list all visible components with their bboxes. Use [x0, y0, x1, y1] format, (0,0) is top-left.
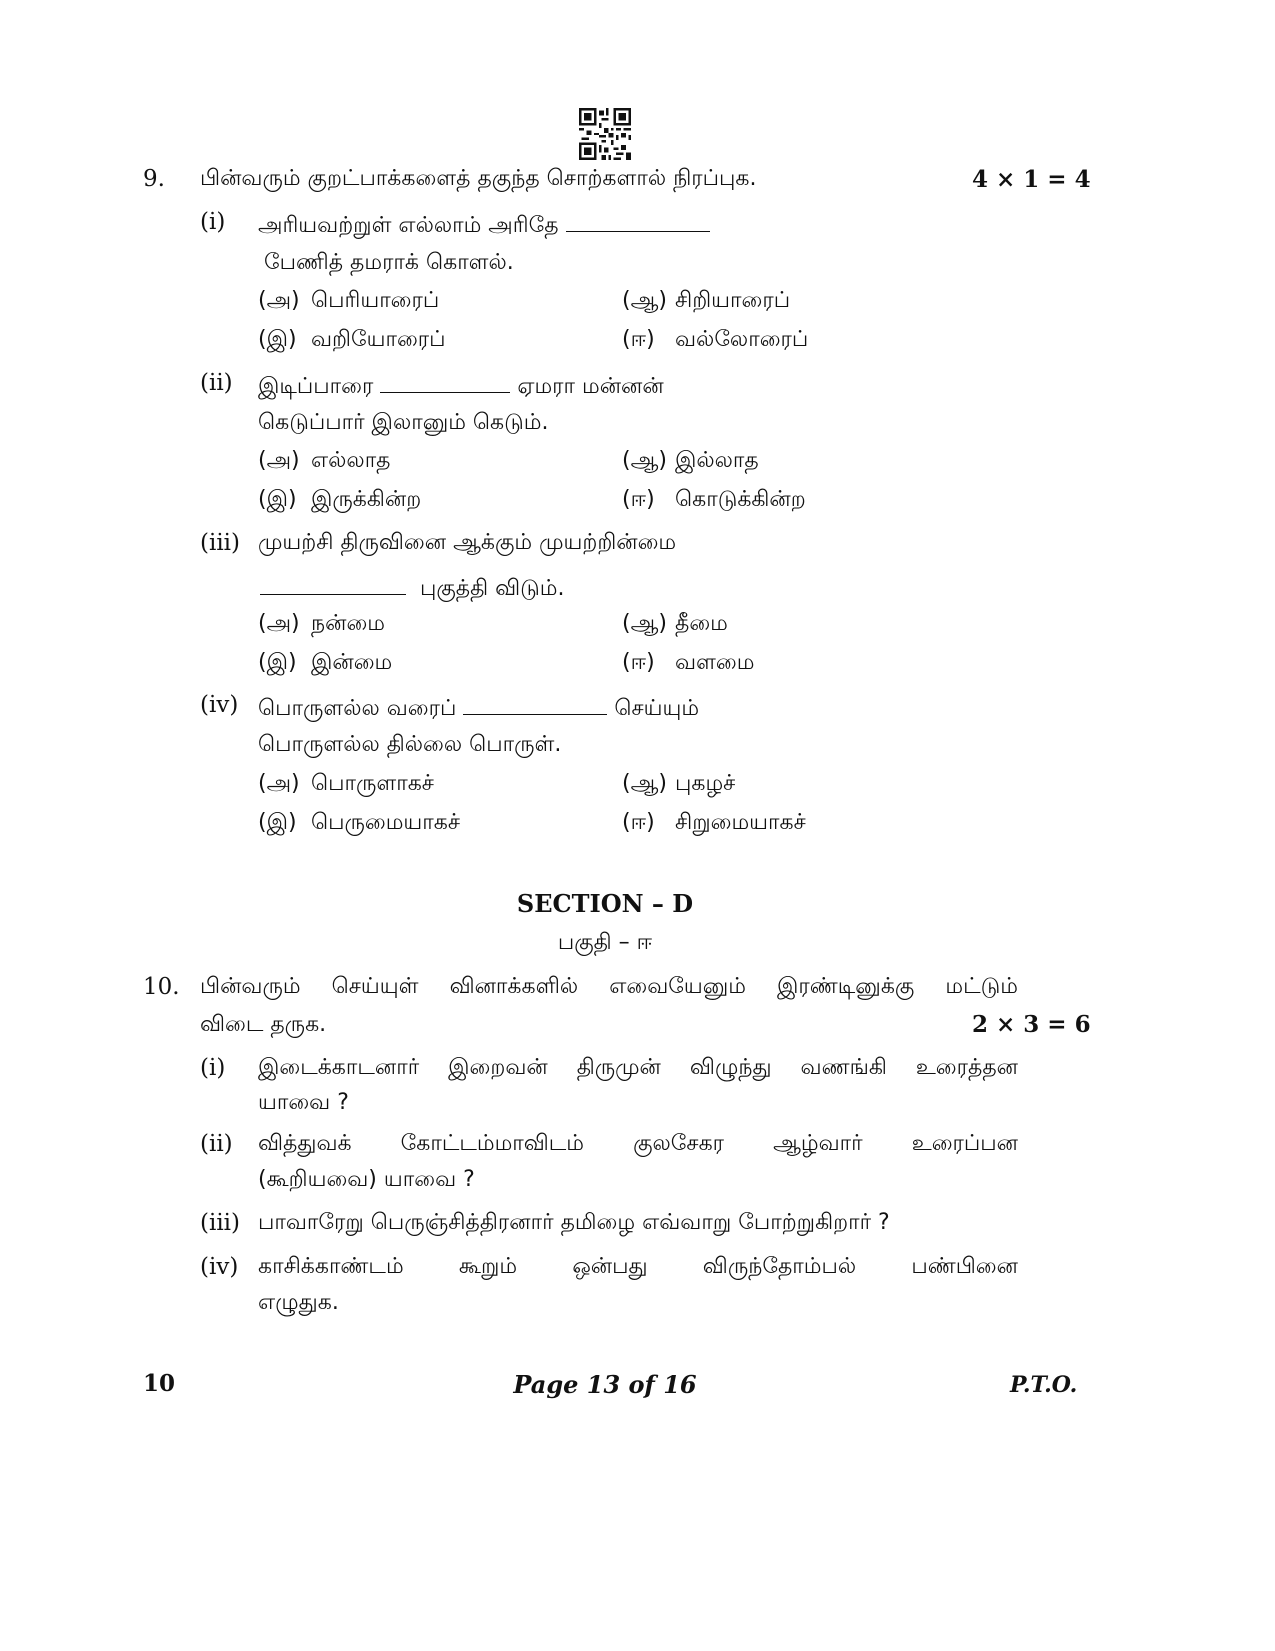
option: (அ) பொருளாகச் [258, 771, 434, 796]
item-number: (i) [200, 1055, 226, 1081]
question-instruction-continued: விடை தருக. [200, 1012, 327, 1037]
question-text-continued: எழுதுக. [258, 1290, 339, 1315]
question-text: வித்துவக் கோட்டம்மாவிடம் குலசேகர ஆழ்வார் உரைப்பன [258, 1131, 1018, 1156]
kural-line-1: பொருளல்ல வரைப் செய்யும் [258, 692, 699, 724]
section-title: SECTION – D [516, 889, 694, 918]
item-number: (iii) [200, 530, 241, 556]
kural-line-2: பேணித் தமராக் கொளல். [264, 250, 514, 275]
option: (அ) பெரியாரைப் [258, 288, 440, 313]
question-text: பாவாரேறு பெருஞ்சித்திரனார் தமிழை எவ்வாறு போற்றுகிறார் ? [258, 1210, 890, 1235]
item-number: (iii) [200, 1210, 241, 1236]
question-text-continued: (கூறியவை) யாவை ? [258, 1167, 475, 1192]
option: (இ) வறியோரைப் [258, 327, 446, 352]
kural-line-1: இடிப்பாரை ஏமரா மன்னன் [258, 370, 664, 402]
question-text: காசிக்காண்டம் கூறும் ஒன்பது விருந்தோம்பல் பண்பினை [258, 1254, 1018, 1279]
paper-code: 10 [143, 1370, 176, 1397]
option: (ஈ) கொடுக்கின்ற [622, 487, 806, 512]
option: (ஈ) வளமை [622, 650, 755, 675]
item-number: (i) [200, 209, 226, 235]
option: (ஆ) புகழச் [622, 771, 736, 796]
option: (அ) நன்மை [258, 611, 385, 636]
kural-line-1: அரியவற்றுள் எல்லாம் அரிதே [258, 209, 710, 241]
option: (இ) பெருமையாகச் [258, 810, 461, 835]
fill-blank [566, 209, 710, 232]
question-number: 9. [143, 166, 165, 192]
kural-line-1: முயற்சி திருவினை ஆக்கும் முயற்றின்மை [258, 530, 677, 555]
question-instruction: பின்வரும் செய்யுள் வினாக்களில் எவையேனும் இரண்டினுக்கு மட்டும் [200, 974, 1018, 999]
option: (ஆ) சிறியாரைப் [622, 288, 791, 313]
item-number: (iv) [200, 1254, 239, 1280]
question-instruction: பின்வரும் குறட்பாக்களைத் தகுந்த சொற்களால் நிரப்புக. [200, 166, 757, 191]
please-turn-over: P.T.O. [1010, 1372, 1078, 1398]
item-number: (iv) [200, 692, 239, 718]
fill-blank [463, 692, 607, 715]
question-text: இடைக்காடனார் இறைவன் திருமுன் விழுந்து வணங்கி உரைத்தன [258, 1055, 1018, 1080]
section-subtitle: பகுதி – ஈ [557, 930, 653, 955]
option: (ஆ) தீமை [622, 611, 728, 636]
page-number: Page 13 of 16 [513, 1370, 697, 1399]
option: (ஈ) வல்லோரைப் [622, 327, 809, 352]
kural-line-2: கெடுப்பார் இலானும் கெடும். [258, 410, 549, 435]
kural-line-2: பொருளல்ல தில்லை பொருள். [258, 732, 562, 757]
marks-allocation: 4 × 1 = 4 [972, 166, 1091, 193]
option: (இ) இன்மை [258, 650, 393, 675]
option: (இ) இருக்கின்ற [258, 487, 422, 512]
item-number: (ii) [200, 370, 233, 396]
option: (ஆ) இல்லாத [622, 448, 759, 473]
question-text-continued: யாவை ? [258, 1090, 349, 1115]
fill-blank [380, 370, 510, 393]
kural-line-2: புகுத்தி விடும். [260, 572, 565, 604]
marks-allocation: 2 × 3 = 6 [972, 1011, 1091, 1038]
option: (ஈ) சிறுமையாகச் [622, 810, 806, 835]
item-number: (ii) [200, 1131, 233, 1157]
qr-code-icon [579, 108, 631, 160]
option: (அ) எல்லாத [258, 448, 391, 473]
fill-blank [260, 572, 406, 595]
question-number: 10. [143, 974, 180, 1000]
